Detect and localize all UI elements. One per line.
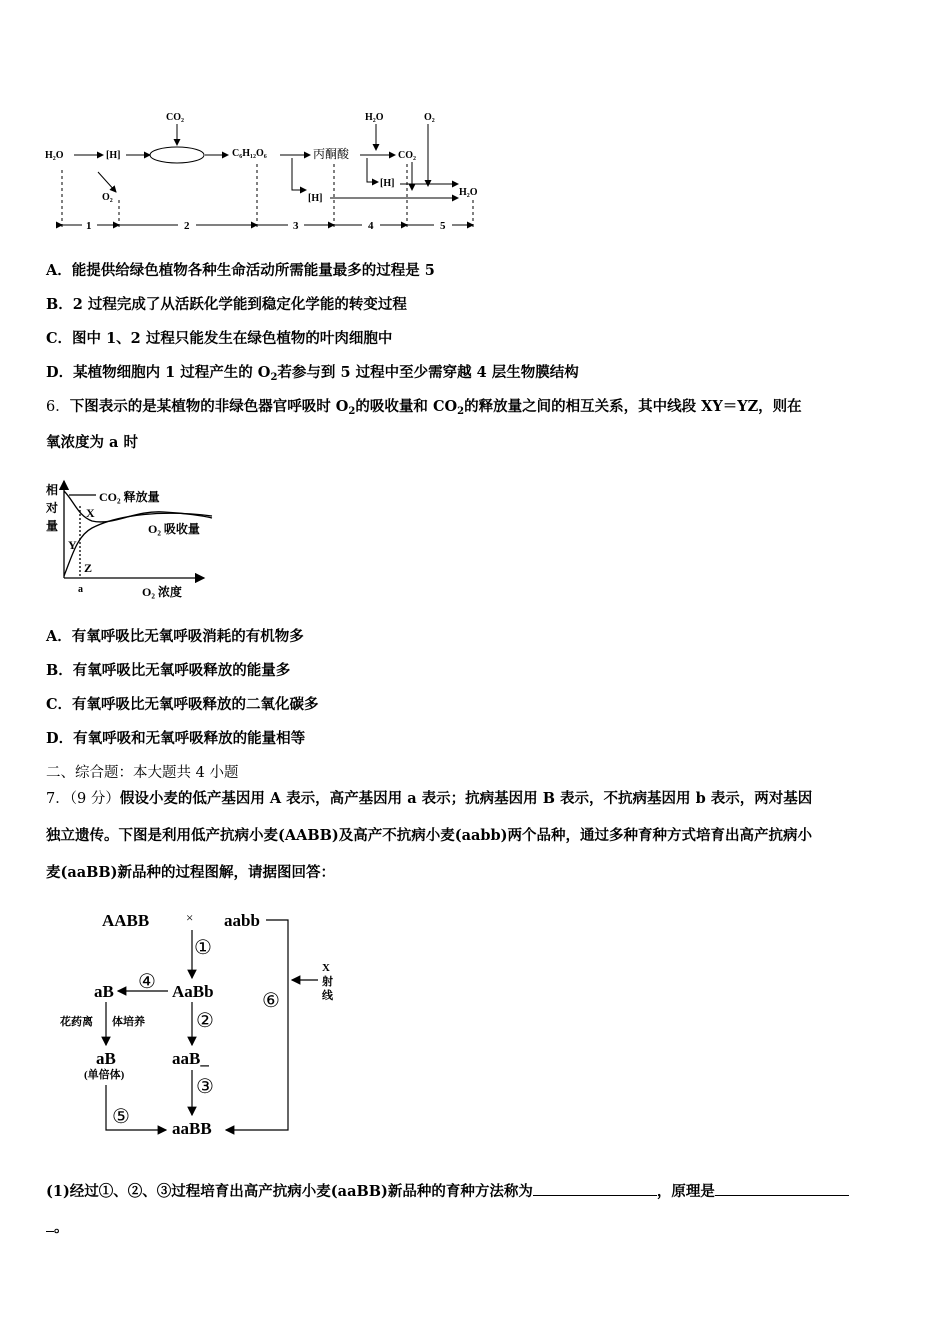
- o2-top-label: O₂: [424, 112, 435, 123]
- graph-co2-label: CO₂ 释放量: [99, 490, 160, 504]
- q5-option-c: C．图中 1、2 过程只能发生在绿色植物的叶肉细胞中: [46, 330, 393, 347]
- o2-left-label: O₂: [102, 192, 113, 203]
- xray-label-3: 线: [322, 990, 333, 1002]
- q7-subquestion-1: (1)经过①、②、③过程培育出高产抗病小麦(aaBB)新品种的育种方法称为 ，原理是: [46, 1181, 849, 1202]
- q5-option-b: B．2 过程完成了从活跃化学能到稳定化学能的转变过程: [46, 296, 407, 313]
- step5-label: ⑤: [112, 1106, 130, 1128]
- segment-1: 1: [86, 220, 92, 232]
- q6-option-d: D．有氧呼吸和无氧呼吸释放的能量相等: [46, 730, 306, 747]
- answer-blank-method[interactable]: [533, 1181, 657, 1196]
- graph-x-point: X: [86, 506, 95, 520]
- step2-label: ②: [196, 1010, 214, 1032]
- aab-selection: aaB_: [172, 1049, 209, 1068]
- breeding-diagram: [60, 900, 360, 1145]
- co2-right-label: CO₂: [398, 150, 416, 161]
- q7-stem-line1: 7．（9 分）假设小麦的低产基因用 A 表示，高产基因用 a 表示；抗病基因用 B 表示，不抗病基因用 b 表示，两对基因: [46, 790, 813, 807]
- segment-3: 3: [293, 220, 299, 232]
- q5-option-d: D．某植物细胞内 1 过程产生的 $O_2$若参与到 5 过程中至少需穿越 4 层生物膜结构: [46, 364, 579, 383]
- graph-ylabel-3: 量: [46, 519, 59, 533]
- q6-stem-line2: 氧浓度为 a 时: [46, 434, 138, 451]
- step1-label: ①: [194, 937, 212, 959]
- q6-stem-line1: 6．下图表示的是某植物的非绿色器官呼吸时 $O_2$的吸收量和 $CO_2$的释放量之间的相互关系，其中线段 XY＝YZ，则在: [46, 398, 802, 417]
- ab-haploid: aB: [96, 1049, 116, 1068]
- q6-option-a: A．有氧呼吸比无氧呼吸消耗的有机物多: [46, 628, 304, 645]
- segment-4: 4: [368, 220, 374, 232]
- h2o-top-label: H₂O: [365, 112, 384, 123]
- q7-subquestion-1-end: 。: [46, 1217, 69, 1238]
- xray-label-2: 射: [322, 976, 333, 988]
- cross-sign: ×: [186, 910, 194, 925]
- h2o-end-label: H₂O: [459, 187, 478, 198]
- h-label: [H]: [106, 150, 121, 161]
- graph-y-point: Y: [68, 538, 77, 552]
- graph-z-point: Z: [84, 561, 93, 575]
- q7-stem-line2: 独立遗传。下图是利用低产抗病小麦(AABB)及高产不抗病小麦(aabb)两个品种，通过多种育种方式培育出高产抗病小: [46, 827, 813, 844]
- glucose-label: C₆H₁₂O₆: [232, 148, 267, 159]
- answer-blank-principle-tail[interactable]: [46, 1217, 54, 1232]
- respiration-graph: [44, 476, 224, 606]
- step4-label: ④: [138, 971, 156, 993]
- h-lower-label: [H]: [308, 193, 323, 204]
- q7-stem-line3: 麦(aaBB)新品种的过程图解，请据图回答：: [46, 864, 336, 881]
- graph-ylabel-1: 相: [46, 483, 59, 497]
- haploid-label: (单倍体): [84, 1069, 125, 1081]
- xray-label-1: X: [322, 962, 330, 974]
- graph-ylabel-2: 对: [46, 501, 59, 515]
- pyruvate-label: 丙酮酸: [313, 147, 350, 161]
- graph-x-label: O₂ 浓度: [142, 585, 182, 599]
- aabb-f1: AaBb: [172, 982, 214, 1001]
- aabb-parent-b: aabb: [224, 911, 260, 930]
- anther-culture-1: 花药离: [60, 1016, 93, 1028]
- ab-gamete: aB: [94, 982, 114, 1001]
- aabb-final: aaBB: [172, 1119, 212, 1138]
- segment-5: 5: [440, 220, 446, 232]
- step3-label: ③: [196, 1076, 214, 1098]
- segment-2: 2: [184, 220, 190, 232]
- q5-option-a: A．能提供给绿色植物各种生命活动所需能量最多的过程是 5: [46, 262, 435, 279]
- graph-o2-label: O₂ 吸收量: [148, 522, 200, 536]
- h-right-label: [H]: [380, 178, 395, 189]
- section-heading: 二、综合题：本大题共 4 小题: [46, 765, 239, 781]
- process-diagram: [40, 100, 510, 240]
- anther-culture-2: 体培养: [112, 1016, 145, 1028]
- q6-option-b: B．有氧呼吸比无氧呼吸释放的能量多: [46, 662, 291, 679]
- step6-label: ⑥: [262, 990, 280, 1012]
- co2-top-label: CO₂: [166, 112, 184, 123]
- q6-option-c: C．有氧呼吸比无氧呼吸释放的二氧化碳多: [46, 696, 319, 713]
- answer-blank-principle[interactable]: [715, 1181, 849, 1196]
- h2o-label: H₂O: [45, 150, 64, 161]
- graph-a-label: a: [78, 584, 83, 595]
- aabb-parent-a: AABB: [102, 911, 150, 930]
